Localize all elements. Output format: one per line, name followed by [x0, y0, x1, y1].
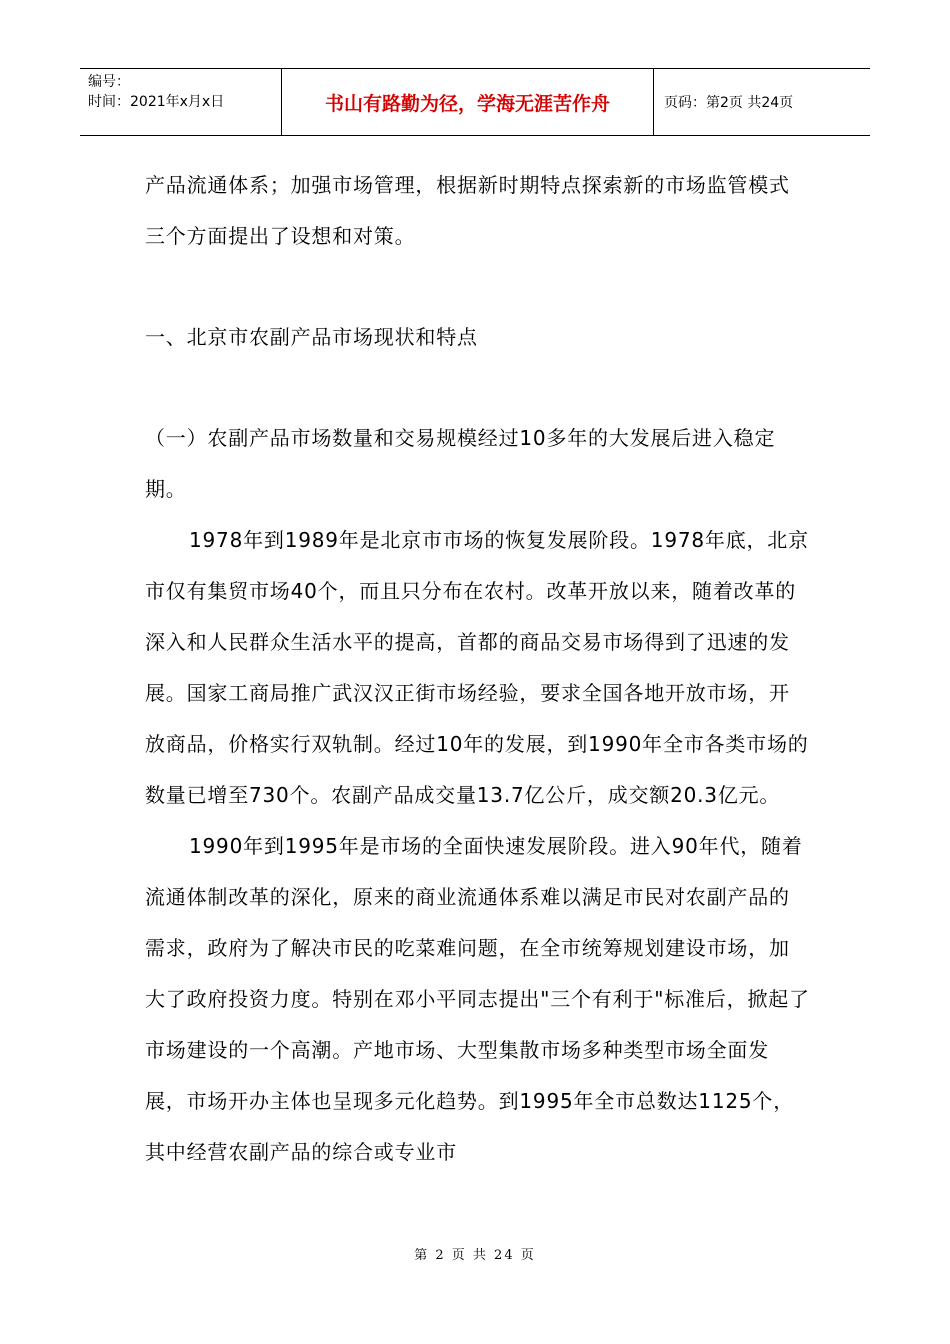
document-header: [80, 68, 870, 136]
paragraph-1978-1989: 1978年到1989年是北京市市场的恢复发展阶段。1978年底，北京市仅有集贸市场40个，而且只分布在农村。改革开放以来，随着改革的深入和人民群众生活水平的提高，首都的商品交易市场得到了迅速的发展。国家工商局推广武汉汉正街市场经验，要求全国各地开放市场，开放商品，价格实行双轨制。经过10年的发展，到1990年全市各类市场的数量已增至730个。农副产品成交量13.7亿公斤，成交额20.3亿元。: [145, 528, 809, 807]
section-heading: 一、北京市农副产品市场现状和特点: [145, 325, 478, 349]
document-body: [145, 160, 810, 1178]
time-label: 时间：2021年x月x日: [88, 94, 225, 110]
paragraph-1990-1995: 1990年到1995年是市场的全面快速发展阶段。进入90年代，随着流通体制改革的深化，原来的商业流通体系难以满足市民对农副产品的需求，政府为了解决市民的吃菜难问题，在全市统筹规划建设市场，加大了政府投资力度。特别在邓小平同志提出"三个有利于"标准后，掀起了市场建设的一个高潮。产地市场、大型集散市场多种类型市场全面发展，市场开办主体也呈现多元化趋势。到1995年全市总数达1125个，其中经营农副产品的综合或专业市: [145, 834, 810, 1164]
paragraph-intro: 产品流通体系；加强市场管理，根据新时期特点探索新的市场监管模式三个方面提出了设想和对策。: [145, 173, 790, 248]
number-label: 编号：: [88, 74, 130, 90]
header-motto: 书山有路勤为径，学海无涯苦作舟: [282, 69, 654, 135]
header-page-info: 页码：第2页 共24页: [664, 95, 794, 111]
header-meta: [80, 69, 282, 135]
page-footer: 第 2 页 共 24 页: [414, 1248, 536, 1263]
sub-heading: （一）农副产品市场数量和交易规模经过10多年的大发展后进入稳定期。: [145, 426, 776, 501]
